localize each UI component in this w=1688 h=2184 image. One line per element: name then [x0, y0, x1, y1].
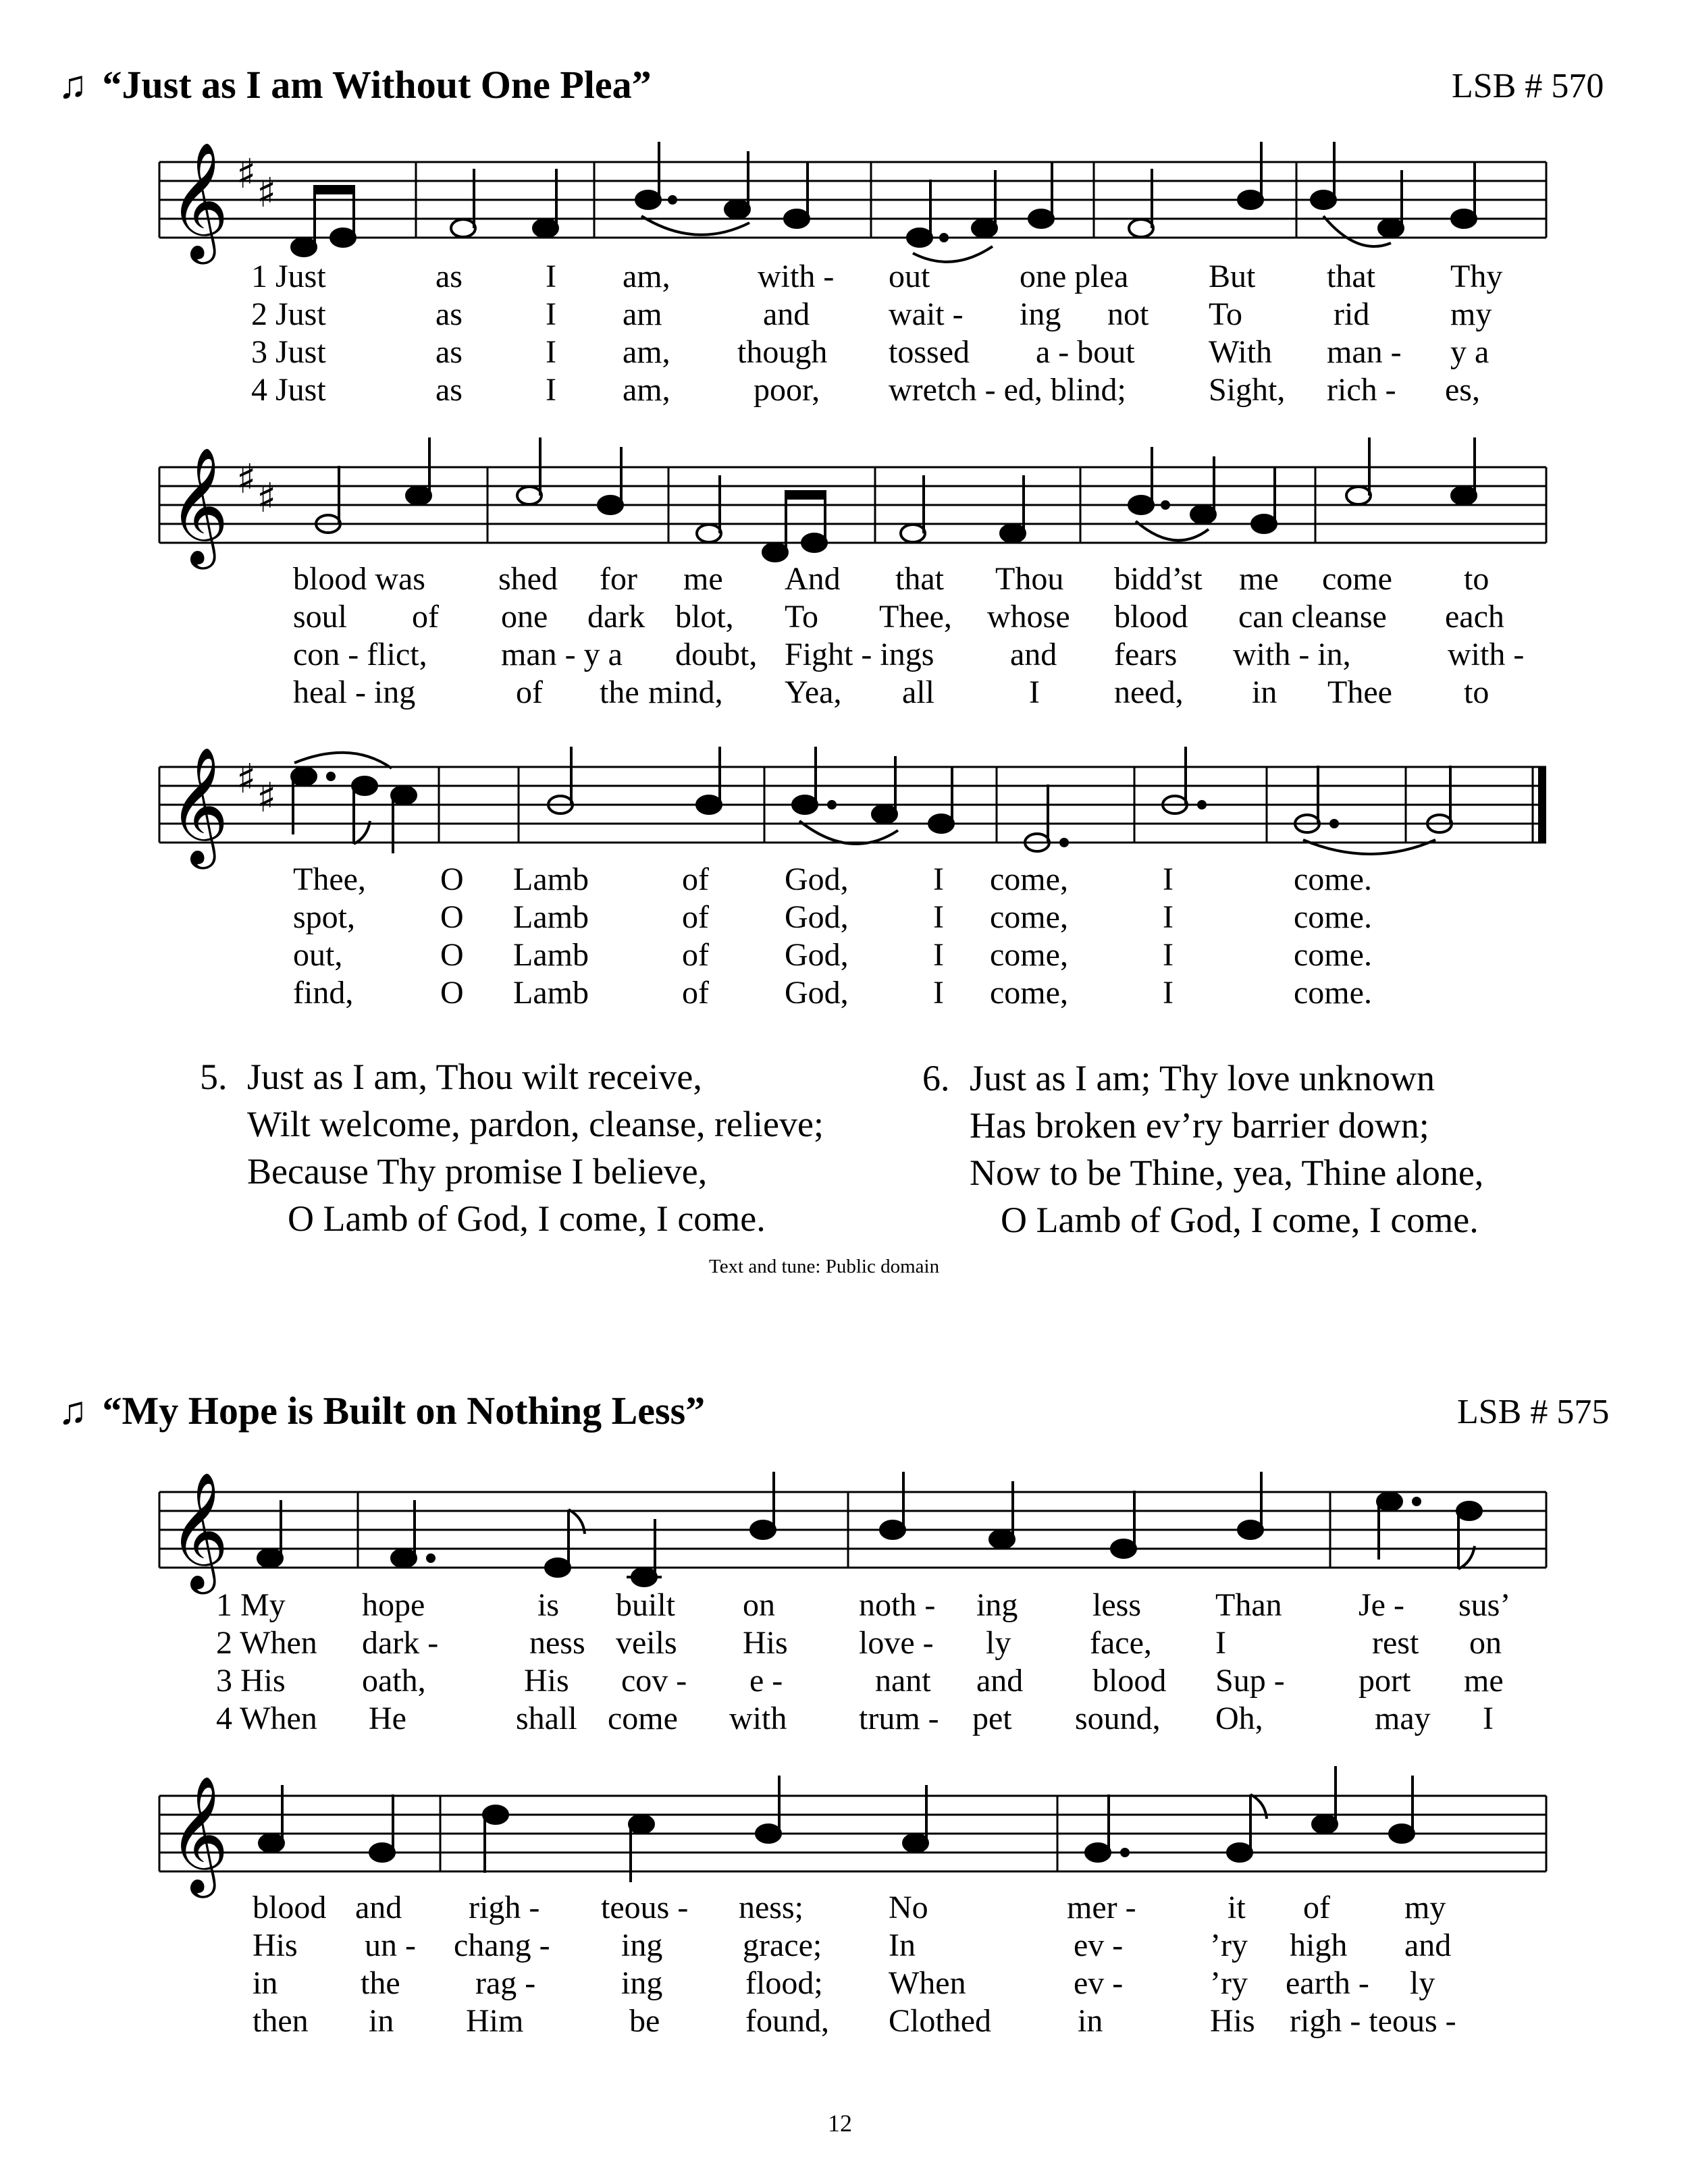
- syllable: on: [743, 1587, 775, 1623]
- stanza-5: [200, 1053, 824, 1242]
- syllable: come.: [1294, 861, 1372, 897]
- lyric-row: [0, 1662, 1688, 1700]
- syllable: my: [1404, 1890, 1446, 1925]
- syllable: chang -: [454, 1927, 550, 1963]
- syllable: am,: [623, 372, 670, 408]
- syllable: His: [743, 1625, 788, 1661]
- syllable: dark -: [362, 1625, 439, 1661]
- syllable: ly: [1410, 1965, 1435, 2001]
- syllable: Him: [466, 2003, 524, 2039]
- syllable: I: [933, 975, 944, 1011]
- syllable: my: [1450, 296, 1492, 332]
- lyric-row: [0, 936, 1688, 974]
- hymn1-number: LSB # 570: [1452, 67, 1604, 105]
- syllable: e -: [749, 1663, 783, 1699]
- syllable: ev -: [1074, 1927, 1124, 1963]
- syllable: though: [737, 334, 828, 370]
- page-number: 12: [828, 2110, 852, 2137]
- syllable: can cleanse: [1238, 599, 1387, 635]
- syllable: less: [1092, 1587, 1141, 1623]
- syllable: I: [1215, 1625, 1226, 1661]
- svg-text:♯: ♯: [257, 169, 277, 217]
- stanza-line: Just as I am, Thou wilt receive,: [247, 1057, 702, 1097]
- syllable: I: [1163, 899, 1173, 935]
- svg-text:♯: ♯: [236, 755, 257, 803]
- syllable: Thou: [995, 561, 1064, 597]
- svg-text:𝄞: 𝄞: [169, 142, 229, 259]
- syllable: dark: [587, 599, 645, 635]
- syllable: I: [1163, 861, 1173, 897]
- syllable: Lamb: [513, 861, 589, 897]
- syllable: teous -: [601, 1890, 689, 1925]
- syllable: Fight - ings: [785, 637, 934, 672]
- syllable: veils: [616, 1625, 677, 1661]
- syllable: in: [369, 2003, 394, 2039]
- syllable: hope: [362, 1587, 425, 1623]
- syllable: blood was: [293, 561, 425, 597]
- syllable: me: [1464, 1663, 1504, 1699]
- syllable: blood: [1114, 599, 1188, 635]
- syllable: es,: [1445, 372, 1480, 408]
- syllable: I: [1163, 937, 1173, 973]
- syllable: I: [546, 259, 556, 294]
- syllable: I: [546, 334, 556, 370]
- syllable: ly: [986, 1625, 1011, 1661]
- syllable: man - y a: [501, 637, 623, 672]
- syllable: in: [253, 1965, 278, 2001]
- syllable: love -: [859, 1625, 934, 1661]
- svg-text:𝄞: 𝄞: [169, 747, 229, 864]
- syllable: Lamb: [513, 975, 589, 1011]
- syllable: And: [785, 561, 841, 597]
- syllable: Oh,: [1215, 1701, 1263, 1736]
- lyric-row: [0, 1927, 1688, 1965]
- lyric-row: [0, 598, 1688, 636]
- syllable: me: [683, 561, 723, 597]
- syllable: His: [524, 1663, 569, 1699]
- syllable: one: [501, 599, 548, 635]
- syllable: port: [1359, 1663, 1411, 1699]
- syllable: I: [933, 861, 944, 897]
- syllable: Je -: [1359, 1587, 1404, 1623]
- syllable: may: [1375, 1701, 1431, 1736]
- syllable: come.: [1294, 899, 1372, 935]
- lyric-row: [0, 899, 1688, 936]
- syllable: 2 Just: [251, 296, 326, 332]
- syllable: With: [1209, 334, 1273, 370]
- syllable: ness: [529, 1625, 585, 1661]
- lyric-row: [0, 560, 1688, 598]
- lyric-row: [0, 2002, 1688, 2040]
- syllable: He: [369, 1701, 406, 1736]
- syllable: 1 Just: [251, 259, 326, 294]
- syllable: ness;: [739, 1890, 803, 1925]
- syllable: flood;: [745, 1965, 823, 2001]
- svg-text:𝄞: 𝄞: [169, 447, 229, 564]
- syllable: sound,: [1075, 1701, 1161, 1736]
- syllable: Than: [1215, 1587, 1282, 1623]
- syllable: not: [1107, 296, 1149, 332]
- syllable: 3 Just: [251, 334, 326, 370]
- syllable: of: [682, 899, 709, 935]
- syllable: on: [1469, 1625, 1502, 1661]
- syllable: Thee,: [293, 861, 366, 897]
- syllable: O: [440, 861, 464, 897]
- syllable: To: [1209, 296, 1242, 332]
- syllable: out: [889, 259, 930, 294]
- stanza-number: 5.: [200, 1057, 228, 1097]
- stanza-line: Wilt welcome, pardon, cleanse, relieve;: [247, 1104, 824, 1144]
- svg-text:𝄞: 𝄞: [169, 1472, 229, 1589]
- syllable: all: [902, 674, 934, 710]
- syllable: with -: [758, 259, 835, 294]
- syllable: pet: [972, 1701, 1012, 1736]
- syllable: Lamb: [513, 899, 589, 935]
- syllable: Thy: [1450, 259, 1503, 294]
- syllable: me: [1239, 561, 1279, 597]
- lyric-row: [0, 1587, 1688, 1624]
- syllable: spot,: [293, 899, 356, 935]
- syllable: ev -: [1074, 1965, 1124, 2001]
- syllable: rich -: [1327, 372, 1396, 408]
- syllable: of: [682, 975, 709, 1011]
- syllable: as: [436, 372, 463, 408]
- syllable: Thee: [1327, 674, 1392, 710]
- svg-text:♯: ♯: [257, 774, 277, 822]
- syllable: with: [729, 1701, 787, 1736]
- syllable: I: [1483, 1701, 1494, 1736]
- lyric-row: [0, 674, 1688, 712]
- svg-text:♯: ♯: [236, 456, 257, 503]
- syllable: come: [1322, 561, 1392, 597]
- syllable: be: [629, 2003, 660, 2039]
- syllable: heal - ing: [293, 674, 416, 710]
- syllable: Sight,: [1209, 372, 1286, 408]
- lyric-row: [0, 1700, 1688, 1738]
- syllable: of: [1303, 1890, 1330, 1925]
- lyric-row: [0, 296, 1688, 334]
- syllable: bidd’st: [1114, 561, 1203, 597]
- syllable: Thee,: [879, 599, 952, 635]
- syllable: grace;: [743, 1927, 822, 1963]
- syllable: wait -: [889, 296, 964, 332]
- svg-text:♯: ♯: [236, 151, 257, 198]
- syllable: rid: [1334, 296, 1370, 332]
- syllable: to: [1464, 674, 1489, 710]
- syllable: whose: [987, 599, 1070, 635]
- stanza-line: Has broken ev’ry barrier down;: [970, 1105, 1429, 1146]
- lyric-row: [0, 334, 1688, 371]
- syllable: and: [1010, 637, 1057, 672]
- syllable: I: [546, 372, 556, 408]
- syllable: and: [355, 1890, 402, 1925]
- hymn2-title: “My Hope is Built on Nothing Less”: [102, 1389, 706, 1433]
- syllable: of: [682, 861, 709, 897]
- syllable: am: [623, 296, 662, 332]
- syllable: ’ry: [1210, 1965, 1248, 2001]
- lyric-row: [0, 1624, 1688, 1662]
- syllable: To: [785, 599, 818, 635]
- syllable: I: [933, 937, 944, 973]
- syllable: rest: [1372, 1625, 1419, 1661]
- syllable: then: [253, 2003, 309, 2039]
- syllable: I: [1029, 674, 1040, 710]
- syllable: poor,: [754, 372, 820, 408]
- stanza-line: O Lamb of God, I come, I come.: [1001, 1200, 1479, 1240]
- lyric-row: [0, 861, 1688, 899]
- syllable: un -: [365, 1927, 416, 1963]
- syllable: ing: [976, 1587, 1018, 1623]
- syllable: that: [1327, 259, 1375, 294]
- syllable: O: [440, 899, 464, 935]
- syllable: need,: [1114, 674, 1184, 710]
- music-note-icon: ♫: [58, 63, 88, 107]
- syllable: ing: [1020, 296, 1061, 332]
- syllable: built: [616, 1587, 676, 1623]
- syllable: doubt,: [675, 637, 758, 672]
- syllable: God,: [785, 899, 849, 935]
- syllable: oath,: [362, 1663, 426, 1699]
- syllable: that: [895, 561, 944, 597]
- syllable: His: [253, 1927, 298, 1963]
- syllable: man -: [1327, 334, 1402, 370]
- syllable: Yea,: [785, 674, 842, 710]
- syllable: come,: [990, 861, 1068, 897]
- syllable: cov -: [621, 1663, 687, 1699]
- syllable: Sup -: [1215, 1663, 1285, 1699]
- syllable: 1 My: [216, 1587, 286, 1623]
- syllable: righ - teous -: [1290, 2003, 1456, 2039]
- syllable: come.: [1294, 975, 1372, 1011]
- syllable: No: [889, 1890, 928, 1925]
- syllable: of: [682, 937, 709, 973]
- syllable: tossed: [889, 334, 970, 370]
- syllable: each: [1445, 599, 1504, 635]
- syllable: of: [412, 599, 439, 635]
- syllable: shed: [498, 561, 558, 597]
- syllable: In: [889, 1927, 916, 1963]
- syllable: God,: [785, 975, 849, 1011]
- syllable: with - in,: [1233, 637, 1351, 672]
- syllable: and: [763, 296, 810, 332]
- stanza-line: Now to be Thine, yea, Thine alone,: [970, 1152, 1484, 1193]
- syllable: find,: [293, 975, 354, 1011]
- syllable: con - flict,: [293, 637, 427, 672]
- syllable: come,: [990, 975, 1068, 1011]
- lyric-row: [0, 974, 1688, 1012]
- syllable: rag -: [475, 1965, 536, 2001]
- syllable: as: [436, 296, 463, 332]
- syllable: come,: [990, 937, 1068, 973]
- syllable: out,: [293, 937, 343, 973]
- hymn1-title-line: [58, 62, 652, 107]
- music-note-icon: ♫: [58, 1389, 88, 1433]
- syllable: high: [1290, 1927, 1348, 1963]
- syllable: in: [1078, 2003, 1103, 2039]
- lyric-row: [0, 1965, 1688, 2002]
- syllable: trum -: [859, 1701, 939, 1736]
- syllable: ’ry: [1210, 1927, 1248, 1963]
- lyric-row: [0, 371, 1688, 409]
- syllable: wretch - ed, blind;: [889, 372, 1126, 408]
- syllable: the: [600, 674, 639, 710]
- svg-text:♯: ♯: [257, 475, 277, 522]
- syllable: to: [1464, 561, 1489, 597]
- syllable: 4 When: [216, 1701, 317, 1736]
- lyric-row: [0, 1889, 1688, 1927]
- syllable: in: [1252, 674, 1277, 710]
- syllable: fears: [1114, 637, 1178, 672]
- syllable: ing: [621, 1965, 663, 2001]
- syllable: Lamb: [513, 937, 589, 973]
- syllable: come: [608, 1701, 678, 1736]
- syllable: 3 His: [216, 1663, 286, 1699]
- credit-line: Text and tune: Public domain: [709, 1256, 940, 1277]
- syllable: noth -: [859, 1587, 936, 1623]
- hymn1-title: “Just as I am Without One Plea”: [102, 63, 652, 107]
- syllable: one plea: [1020, 259, 1129, 294]
- syllable: I: [1163, 975, 1173, 1011]
- syllable: 4 Just: [251, 372, 326, 408]
- syllable: found,: [745, 2003, 829, 2039]
- syllable: soul: [293, 599, 348, 635]
- syllable: with -: [1448, 637, 1525, 672]
- syllable: face,: [1090, 1625, 1152, 1661]
- syllable: His: [1210, 2003, 1255, 2039]
- stanza-number: 6.: [922, 1058, 950, 1098]
- syllable: ing: [621, 1927, 663, 1963]
- syllable: O: [440, 975, 464, 1011]
- syllable: Clothed: [889, 2003, 991, 2039]
- syllable: blood: [253, 1890, 327, 1925]
- hymn2-title-line: [58, 1388, 705, 1433]
- syllable: as: [436, 259, 463, 294]
- syllable: come,: [990, 899, 1068, 935]
- syllable: When: [889, 1965, 966, 2001]
- syllable: O: [440, 937, 464, 973]
- syllable: am,: [623, 334, 670, 370]
- syllable: But: [1209, 259, 1256, 294]
- lyric-row: [0, 258, 1688, 296]
- syllable: it: [1228, 1890, 1246, 1925]
- syllable: righ -: [469, 1890, 540, 1925]
- syllable: and: [1404, 1927, 1452, 1963]
- syllable: blood: [1092, 1663, 1167, 1699]
- syllable: I: [546, 296, 556, 332]
- syllable: is: [537, 1587, 560, 1623]
- syllable: sus’: [1458, 1587, 1511, 1623]
- syllable: God,: [785, 937, 849, 973]
- syllable: a - bout: [1036, 334, 1135, 370]
- stanza-line: Because Thy promise I believe,: [247, 1151, 708, 1192]
- hymn2-number: LSB # 575: [1457, 1393, 1610, 1431]
- syllable: God,: [785, 861, 849, 897]
- syllable: 2 When: [216, 1625, 317, 1661]
- syllable: am,: [623, 259, 670, 294]
- syllable: blot,: [675, 599, 734, 635]
- syllable: the: [361, 1965, 400, 2001]
- syllable: earth -: [1286, 1965, 1369, 2001]
- syllable: y a: [1450, 334, 1489, 370]
- syllable: for: [600, 561, 637, 597]
- syllable: as: [436, 334, 463, 370]
- syllable: and: [976, 1663, 1024, 1699]
- syllable: I: [933, 899, 944, 935]
- lyric-row: [0, 636, 1688, 674]
- syllable: of: [516, 674, 543, 710]
- syllable: come.: [1294, 937, 1372, 973]
- syllable: nant: [875, 1663, 931, 1699]
- stanza-line: Just as I am; Thy love unknown: [970, 1058, 1435, 1098]
- syllable: mer -: [1067, 1890, 1136, 1925]
- stanza-6: [922, 1055, 1484, 1244]
- syllable: mind,: [648, 674, 723, 710]
- svg-text:𝄞: 𝄞: [169, 1776, 229, 1893]
- stanza-line: O Lamb of God, I come, I come.: [288, 1198, 766, 1239]
- syllable: shall: [516, 1701, 577, 1736]
